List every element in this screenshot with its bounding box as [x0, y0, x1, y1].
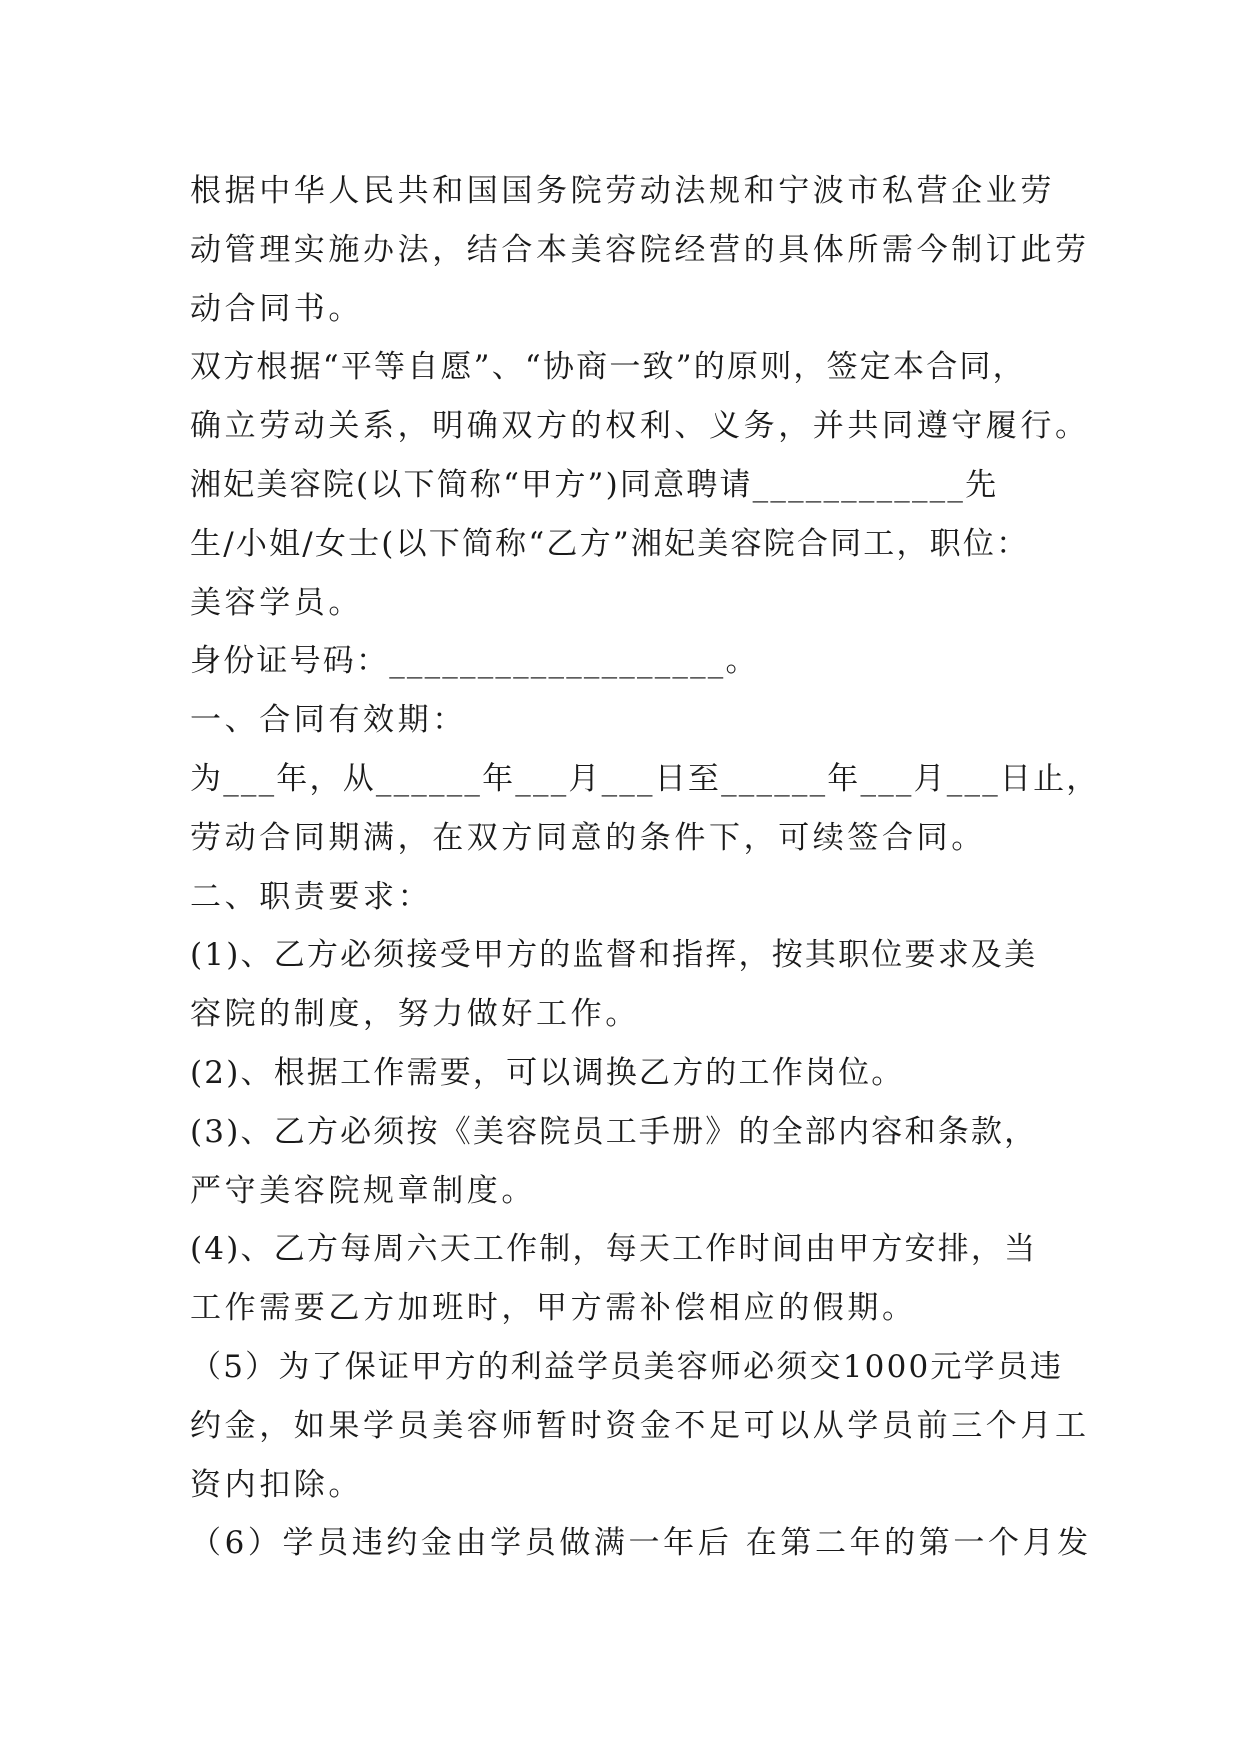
section-heading-duties: 二、职责要求： [190, 878, 433, 915]
clause-5-line-1: （5）为了保证甲方的利益学员美容师必须交1000元学员违 [190, 1348, 1064, 1385]
clause-4-line-2: 工作需要乙方加班时，甲方需补偿相应的假期。 [190, 1290, 917, 1327]
clause-4-line-1: (4)、乙方每周六天工作制，每天工作时间由甲方安排，当 [190, 1231, 1038, 1268]
text-line-3: 动合同书。 [190, 290, 363, 327]
id-number-line: 身份证号码：___________________。 [190, 643, 759, 680]
text-line-8: 美容学员。 [190, 584, 363, 621]
clause-3-line-2: 严守美容院规章制度。 [190, 1172, 536, 1209]
clause-5-line-3: 资内扣除。 [190, 1466, 363, 1503]
text-line-4: 双方根据“平等自愿”、“协商一致”的原则，签定本合同， [190, 349, 1026, 386]
contract-body [190, 162, 1100, 1573]
text-line-6: 湘妃美容院(以下简称“甲方”)同意聘请____________先 [190, 466, 999, 503]
clause-1-line-2: 容院的制度，努力做好工作。 [190, 996, 640, 1033]
clause-3-line-1: (3)、乙方必须按《美容院员工手册》的全部内容和条款， [190, 1113, 1038, 1150]
text-line-1: 根据中华人民共和国国务院劳动法规和宁波市私营企业劳 [190, 173, 1055, 209]
clause-1-line-1: (1)、乙方必须接受甲方的监督和指挥，按其职位要求及美 [190, 937, 1038, 974]
text-line-7: 生/小姐/女士(以下简称“乙方”湘妃美容院合同工，职位： [190, 525, 1030, 562]
clause-5-line-2: 约金，如果学员美容师暂时资金不足可以从学员前三个月工 [190, 1407, 1090, 1444]
text-line-5: 确立劳动关系，明确双方的权利、义务，并共同遵守履行。 [190, 408, 1090, 445]
section-heading-term: 一、合同有效期： [190, 702, 467, 739]
clause-6-line-1: （6）学员违约金由学员做满一年后 在第二年的第一个月发 [190, 1525, 1092, 1562]
text-line-term-dates: 为___年，从______年___月___日至______年___月___日止， [190, 760, 1100, 797]
text-line-2: 动管理实施办法，结合本美容院经营的具体所需今制订此劳 [190, 231, 1090, 268]
clause-2: (2)、根据工作需要，可以调换乙方的工作岗位。 [190, 1054, 905, 1091]
text-line-12: 劳动合同期满，在双方同意的条件下，可续签合同。 [190, 819, 986, 856]
